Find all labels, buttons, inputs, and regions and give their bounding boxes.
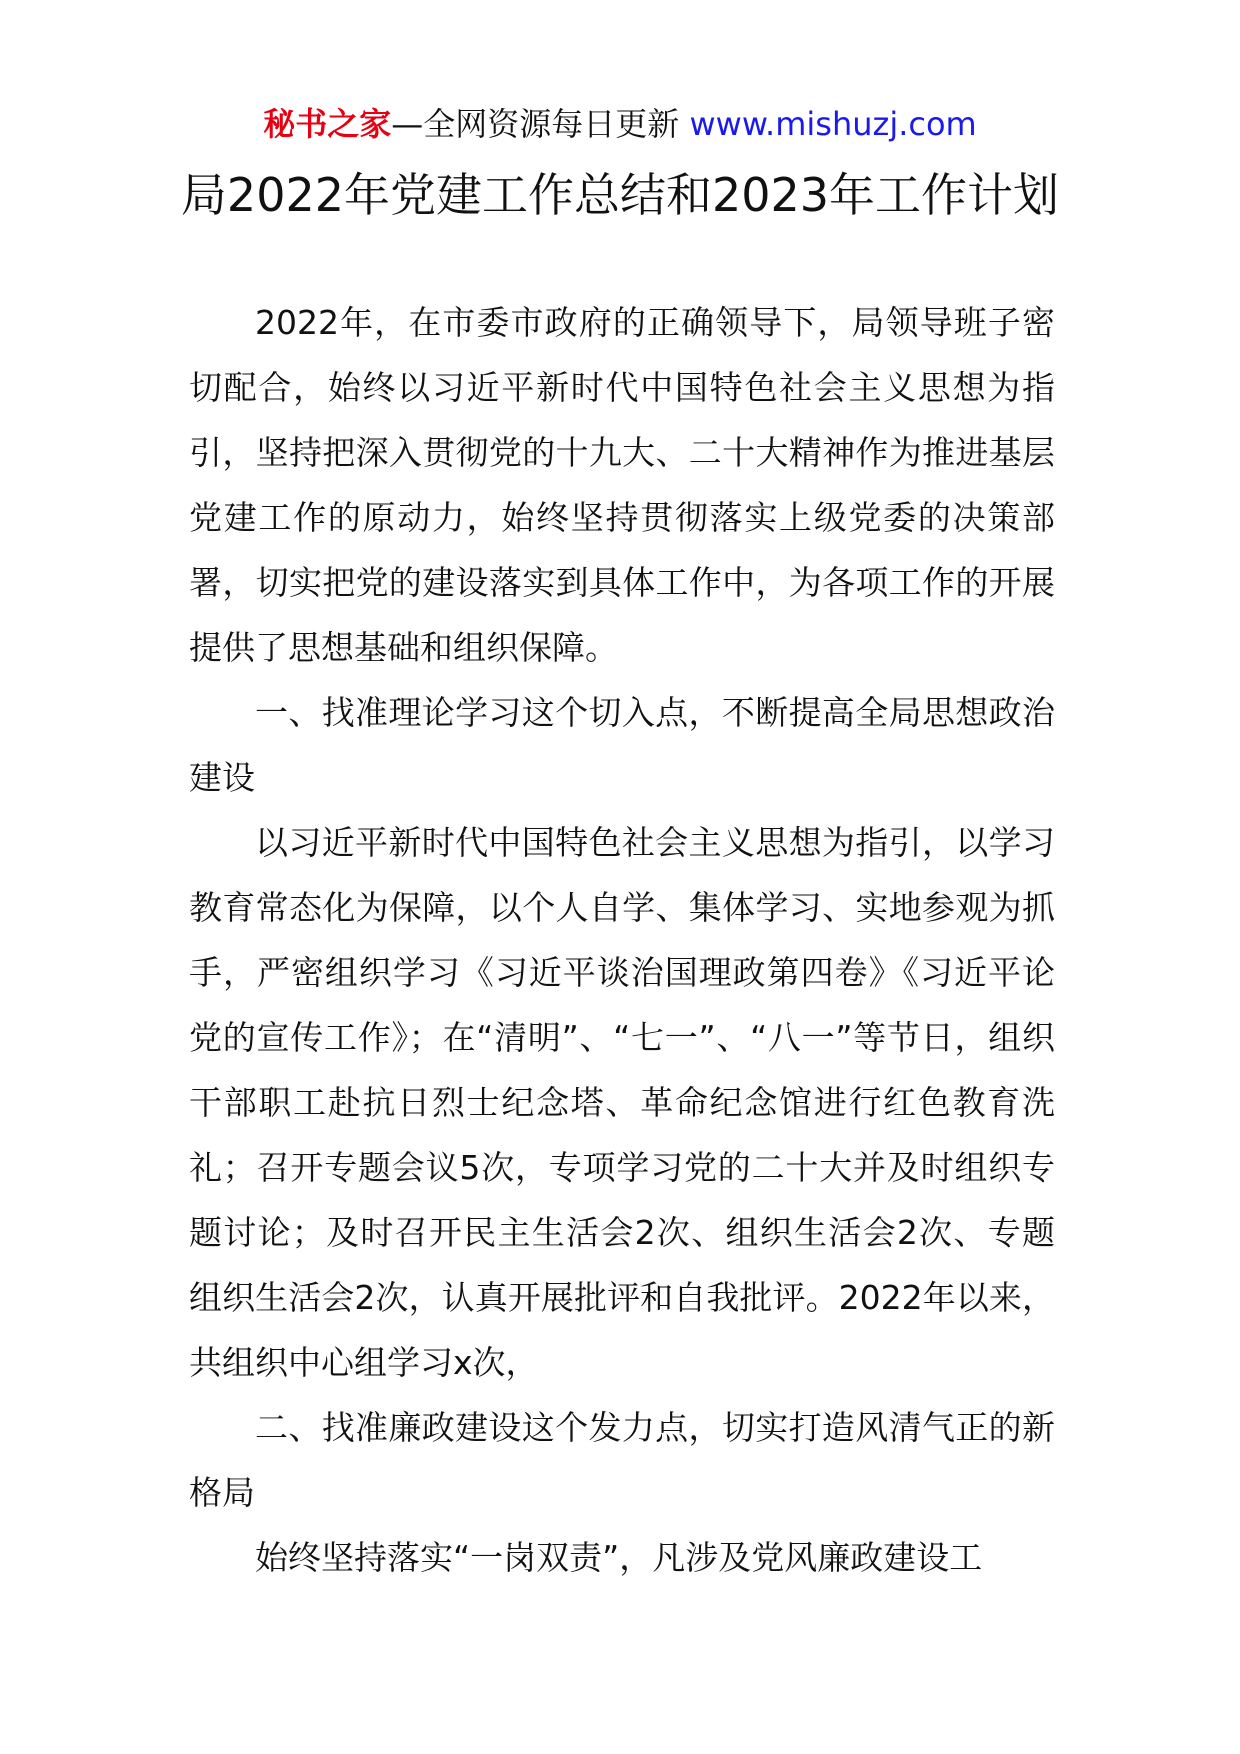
section-heading-1: 一、找准理论学习这个切入点，不断提高全局思想政治建设 — [189, 693, 1055, 797]
section-1-paragraph: 以习近平新时代中国特色社会主义思想为指引，以学习教育常态化为保障，以个人自学、集体学习、实地参观为抓手，严密组织学习《习近平谈治国理政第四卷》《习近平论党的宣传工作》；在“清明”、“七一”、“八一”等节日，组织干部职工赴抗日烈士纪念塔、革命纪念馆进行红色教育洗礼；召开专题会议5次，专项学习党的二十大并及时组织专题讨论；及时召开民主生活会2次、组织生活会2次、专题组织生活会2次，认真开展批评和自我批评。2022年以来，共组织中心组学习x次， — [189, 823, 1055, 1382]
site-url-link[interactable]: www.mishuzj.com — [689, 105, 977, 143]
section-2-paragraph: 始终坚持落实“一岗双责”，凡涉及党风廉政建设工 — [255, 1538, 983, 1577]
document-body — [189, 290, 1055, 1590]
intro-paragraph: 2022年，在市委市政府的正确领导下，局领导班子密切配合，始终以习近平新时代中国特色社会主义思想为指引，坚持把深入贯彻党的十九大、二十大精神作为推进基层党建工作的原动力，始终坚持贯彻落实上级党委的决策部署，切实把党的建设落实到具体工作中，为各项工作的开展提供了思想基础和组织保障。 — [189, 303, 1055, 667]
site-header — [0, 100, 1240, 148]
section-heading-2: 二、找准廉政建设这个发力点，切实打造风清气正的新格局 — [189, 1408, 1055, 1512]
document-title: 局2022年党建工作总结和2023年工作计划 — [180, 168, 1060, 222]
site-tagline: —全网资源每日更新 — [391, 105, 690, 143]
site-brand: 秘书之家 — [263, 105, 392, 143]
